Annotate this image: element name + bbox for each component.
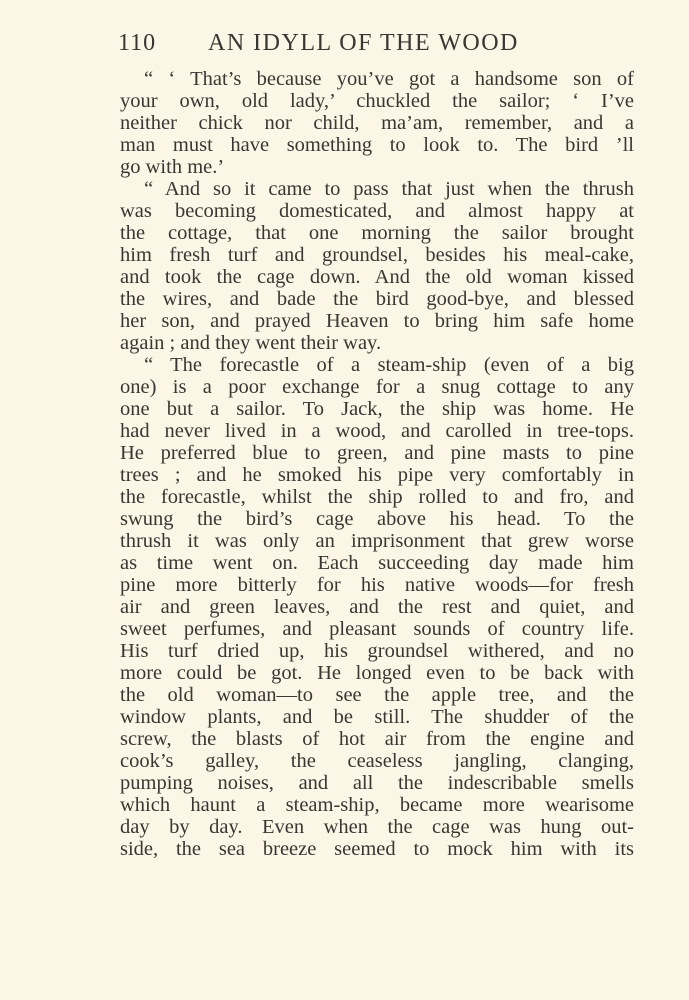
text-line: side, the sea breeze seemed to mock him with its <box>120 838 634 860</box>
text-line: air and green leaves, and the rest and quiet, and <box>120 596 634 618</box>
text-line: one) is a poor exchange for a snug cottage to any <box>120 376 634 398</box>
running-title: AN IDYLL OF THE WOOD <box>208 30 519 56</box>
text-line: trees ; and he smoked his pipe very comfortably in <box>120 464 634 486</box>
text-line: day by day. Even when the cage was hung out- <box>120 816 634 838</box>
text-line: one but a sailor. To Jack, the ship was home. He <box>120 398 634 420</box>
text-line: swung the bird’s cage above his head. To the <box>120 508 634 530</box>
text-line: her son, and prayed Heaven to bring him safe home <box>120 310 634 332</box>
text-line: go with me.’ <box>120 156 225 178</box>
text-line: the wires, and bade the bird good-bye, and blessed <box>120 288 634 310</box>
text-line: cook’s galley, the ceaseless jangling, clanging, <box>120 750 634 772</box>
text-line: your own, old lady,’ chuckled the sailor; ‘ I’ve <box>120 90 634 112</box>
text-line: which haunt a steam-ship, became more wearisome <box>120 794 634 816</box>
text-line: the old woman—to see the apple tree, and the <box>120 684 634 706</box>
running-head <box>118 30 638 60</box>
text-line: “ ‘ That’s because you’ve got a handsome son of <box>144 68 634 90</box>
text-line: more could be got. He longed even to be back with <box>120 662 634 684</box>
text-line: and took the cage down. And the old woman kissed <box>120 266 634 288</box>
text-line: had never lived in a wood, and carolled in tree-tops. <box>120 420 634 442</box>
text-line: sweet perfumes, and pleasant sounds of country life. <box>120 618 634 640</box>
page-number: 110 <box>118 30 157 56</box>
text-line: the cottage, that one morning the sailor brought <box>120 222 634 244</box>
text-line: “ And so it came to pass that just when the thrush <box>144 178 634 200</box>
text-line: pine more bitterly for his native woods—for fresh <box>120 574 634 596</box>
text-line: him fresh turf and groundsel, besides his meal-cake, <box>120 244 634 266</box>
text-line: “ The forecastle of a steam-ship (even of a big <box>144 354 634 376</box>
text-line: His turf dried up, his groundsel withered, and no <box>120 640 634 662</box>
body-text <box>120 68 634 860</box>
text-line: the forecastle, whilst the ship rolled to and fro, and <box>120 486 634 508</box>
text-line: man must have something to look to. The bird ’ll <box>120 134 634 156</box>
text-line: neither chick nor child, ma’am, remember, and a <box>120 112 634 134</box>
text-line: window plants, and be still. The shudder of the <box>120 706 634 728</box>
text-line: thrush it was only an imprisonment that grew worse <box>120 530 634 552</box>
text-line: screw, the blasts of hot air from the engine and <box>120 728 634 750</box>
text-line: He preferred blue to green, and pine masts to pine <box>120 442 634 464</box>
text-line: again ; and they went their way. <box>120 332 382 354</box>
text-line: pumping noises, and all the indescribable smells <box>120 772 634 794</box>
text-line: was becoming domesticated, and almost happy at <box>120 200 634 222</box>
text-line: as time went on. Each succeeding day made him <box>120 552 634 574</box>
